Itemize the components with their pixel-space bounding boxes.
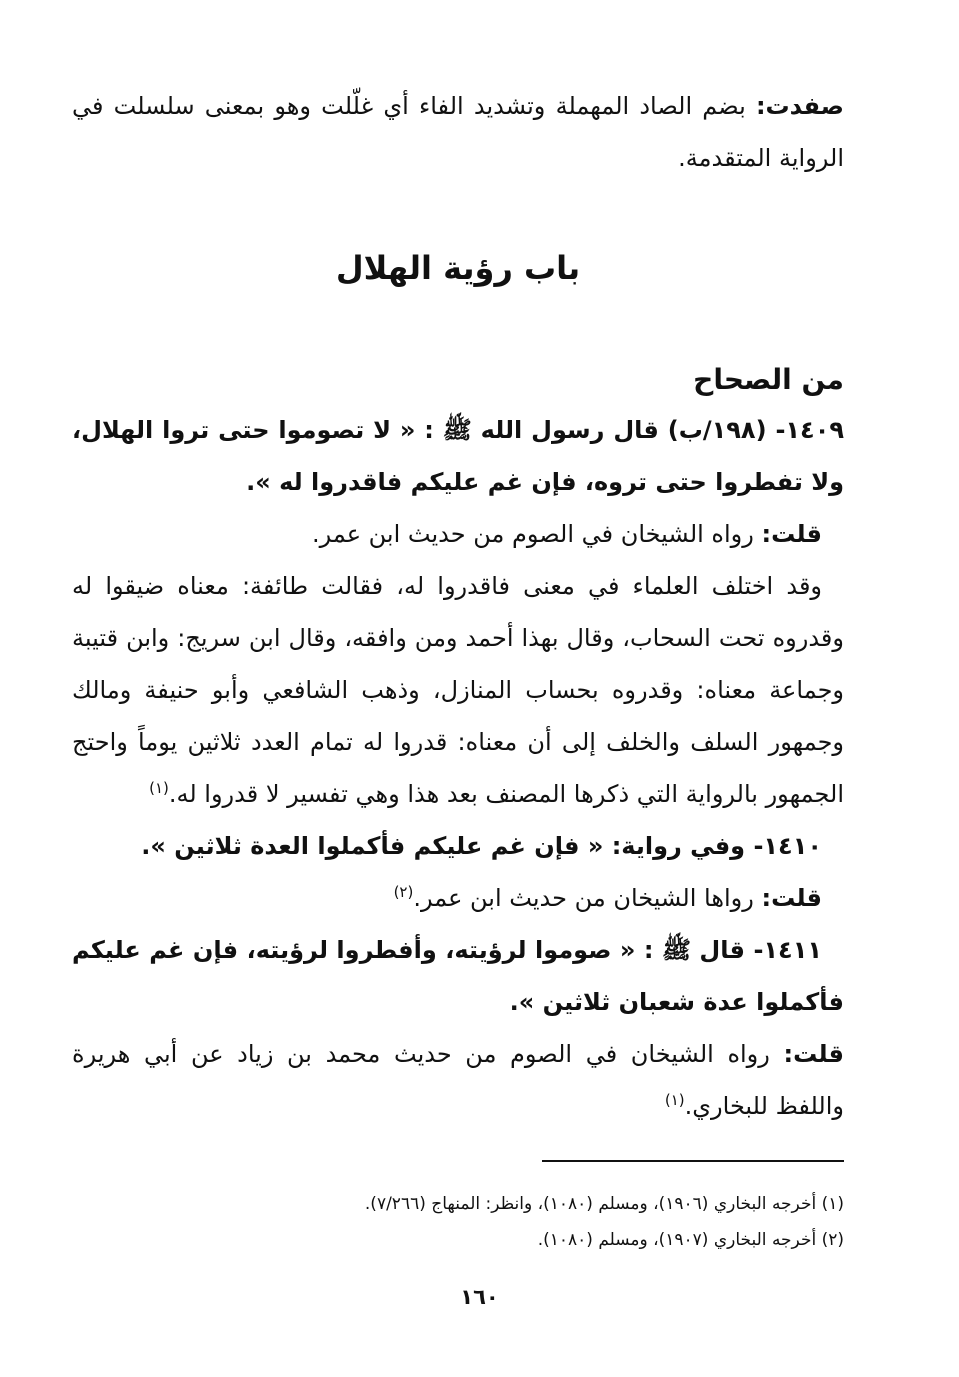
discussion-text: وقد اختلف العلماء في معنى فاقدروا له، فقالت طائفة: معناه ضيقوا له وقدروه تحت السحاب، وقال بهذا أحمد ومن وافقه، وقال ابن سريج: وابن قتيبة وجماعة معناه: وقدروه بحساب المنازل، وذهب الشافعي وأبو حنيفة ومالك وجمهور السلف والخلف إلى أن معناه: قدروا له تمام العدد ثلاثين يوماً واحتج الجمهور بالرواية التي ذكرها المصنف بعد هذا وهي تفسير لا قدروا له. <box>72 572 844 808</box>
footnotes <box>72 1186 844 1258</box>
note-1410-text: رواها الشيخان من حديث ابن عمر. <box>413 884 762 912</box>
note-1409 <box>72 508 844 560</box>
footnote-ref-1: (١) <box>149 779 169 797</box>
hadith-1410: ١٤١٠- وفي رواية: « فإن غم عليكم فأكملوا العدة ثلاثين ». <box>141 832 822 860</box>
note-1411-label: قلت: <box>783 1040 844 1068</box>
note-1410 <box>72 872 844 924</box>
note-1411 <box>72 1028 844 1132</box>
top-note <box>72 80 844 184</box>
note-1409-text: رواه الشيخان في الصوم من حديث ابن عمر. <box>311 520 762 548</box>
page-body <box>72 80 844 1132</box>
note-1410-label: قلت: <box>761 884 822 912</box>
page-number: ١٦٠ <box>460 1285 499 1309</box>
note-1409-label: قلت: <box>761 520 822 548</box>
footnote-1: (١) أخرجه البخاري (١٩٠٦)، ومسلم (١٠٨٠)، وانظر: المنهاج (٧/٢٦٦). <box>364 1194 844 1214</box>
note-1411-text: رواه الشيخان في الصوم من حديث محمد بن زياد عن أبي هريرة واللفظ للبخاري. <box>72 1040 844 1120</box>
footnote-ref-2: (٢) <box>393 883 414 901</box>
top-note-term: صفدت: <box>755 92 844 120</box>
top-note-text: بضم الصاد المهملة وتشديد الفاء أي غلّلت وهو بمعنى سلسلت في الرواية المتقدمة. <box>72 92 844 172</box>
footnote-divider <box>542 1160 844 1162</box>
section-title: من الصحاح <box>693 363 844 396</box>
hadith-1409: ١٤٠٩- (١٩٨/ب) قال رسول الله ﷺ : « لا تصوموا حتى تروا الهلال، ولا تفطروا حتى تروه، فإن غم عليكم فاقدروا له ». <box>72 416 844 496</box>
footnote-ref-3: (١) <box>664 1091 685 1109</box>
hadith-1411: ١٤١١- قال ﷺ : « صوموا لرؤيته، وأفطروا لرؤيته، فإن غم عليكم فأكملوا عدة شعبان ثلاثين ». <box>72 936 844 1016</box>
chapter-title: باب رؤية الهلال <box>335 249 581 287</box>
discussion-paragraph <box>72 560 844 820</box>
footnote-2: (٢) أخرجه البخاري (١٩٠٧)، ومسلم (١٠٨٠). <box>537 1230 844 1250</box>
